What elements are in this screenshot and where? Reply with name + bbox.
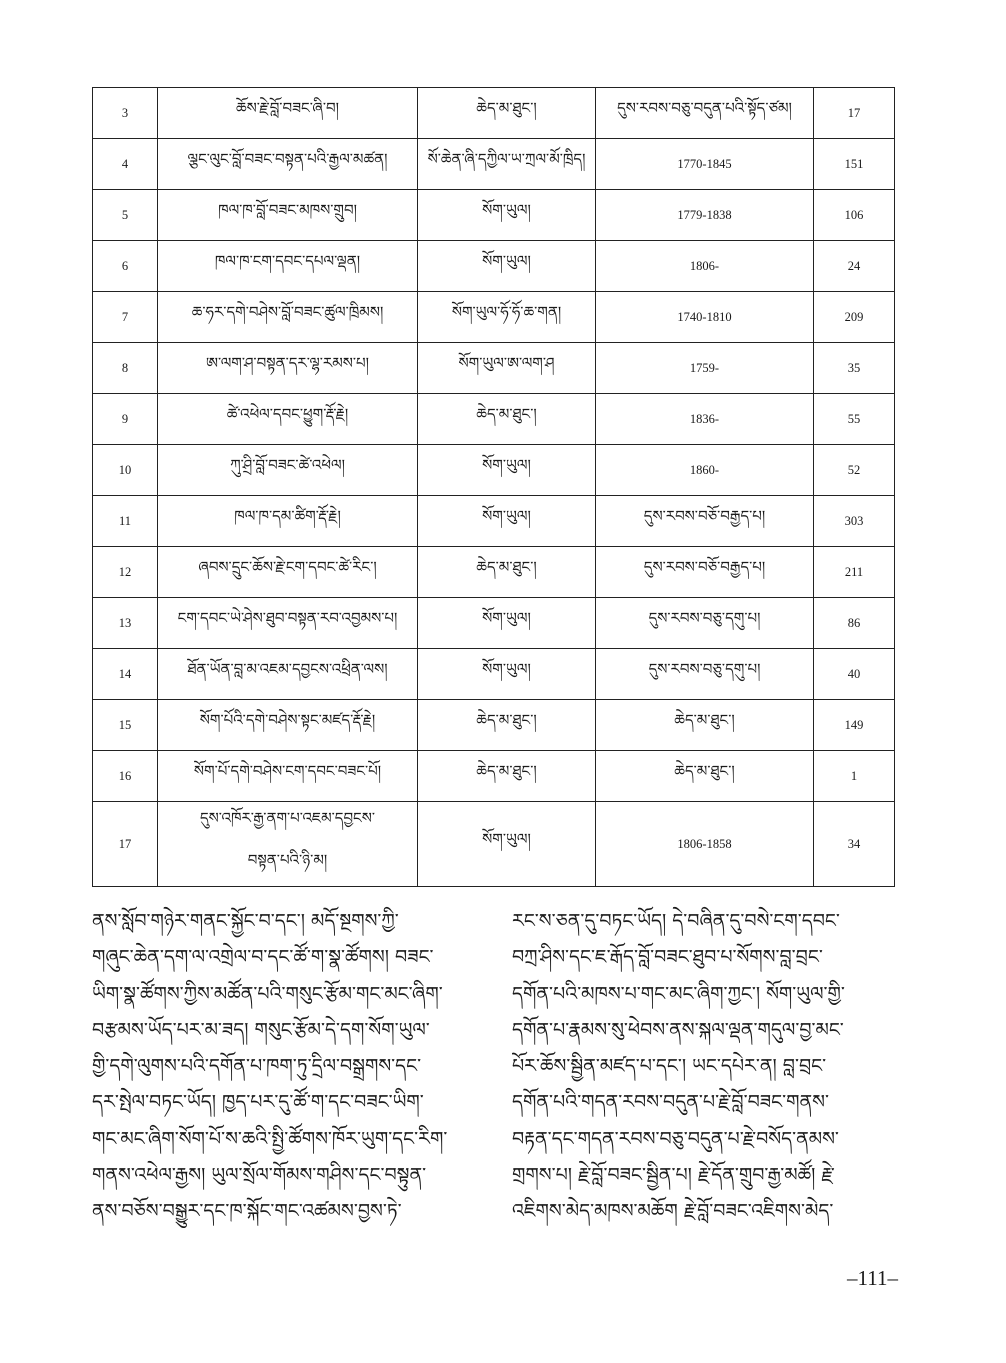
title-cell: ཞབས་དྲུང་ཆོས་རྗེ་ངག་དབང་ཚེ་རིང་།	[158, 547, 418, 598]
title-cell: སོག་པོའི་དགེ་བཤེས་སྟང་མཛད་རྡོ་རྗེ།	[158, 700, 418, 751]
text-line: དགོན་པ་རྣམས་སུ་ཕེབས་ནས་སྐལ་ལྡན་གདུལ་བྱ་མང་	[512, 1018, 844, 1041]
years-cell: 1740-1810	[596, 292, 814, 343]
count-cell: 52	[814, 445, 895, 496]
title-cell: ཁལ་ཁ་བློ་བཟང་མཁས་གྲུབ།	[158, 190, 418, 241]
table-row	[93, 241, 895, 292]
place-cell: སོག་ཡུལ་ཨ་ལག་ཤ	[418, 343, 596, 394]
table-row	[93, 139, 895, 190]
text-line: གྲགས་པ། རྗེ་བློ་བཟང་སྦྱིན་པ། རྗེ་དོན་གྲུབ་རྒྱ་མཚོ། རྗེ་	[512, 1164, 835, 1187]
row-number-cell: 7	[93, 292, 158, 343]
table-row	[93, 343, 895, 394]
title-line: དུས་འཁོར་རྒྱ་ནག་པ་འཇམ་དབྱངས་	[199, 809, 375, 827]
table-row	[93, 190, 895, 241]
text-line: བརྩམས་ཡོད་པར་མ་ཟད། གསུང་རྩོམ་དེ་དག་སོག་ཡུལ་	[92, 1018, 430, 1041]
years-cell: ཆེད་མ་ཐུང་།	[596, 751, 814, 802]
table-row	[93, 547, 895, 598]
text-line: བརྟན་དང་གདན་རབས་བཅུ་བདུན་པ་རྗེ་བསོད་ནམས་	[512, 1127, 839, 1150]
years-cell: 1806-1858	[596, 802, 814, 887]
count-cell: 303	[814, 496, 895, 547]
years-cell: དུས་རབས་བཅུ་དགུ་པ།	[596, 598, 814, 649]
years-cell: ཆེད་མ་ཐུང་།	[596, 700, 814, 751]
years-cell: 1759-	[596, 343, 814, 394]
place-cell: སོག་ཡུལ།	[418, 496, 596, 547]
text-line: འཇིགས་མེད་མཁས་མཆོག རྗེ་བློ་བཟང་འཇིགས་མེད་	[512, 1200, 834, 1223]
row-number-cell: 5	[93, 190, 158, 241]
title-cell: སོག་པོ་དགེ་བཤེས་ངག་དབང་བཟང་པོ།	[158, 751, 418, 802]
place-cell: སོག་ཡུལ།	[418, 802, 596, 887]
count-cell: 40	[814, 649, 895, 700]
title-cell: ཆ་ཧར་དགེ་བཤེས་བློ་བཟང་ཚུལ་ཁྲིམས།	[158, 292, 418, 343]
row-number-cell: 15	[93, 700, 158, 751]
place-cell: སོག་ཡུལ།	[418, 445, 596, 496]
title-cell: ཁལ་ཁ་དམ་ཚིག་རྡོ་རྗེ།	[158, 496, 418, 547]
text-line: དགོན་པའི་མཁས་པ་གང་མང་ཞིག་ཀྱང་། སོག་ཡུལ་གྱི་	[512, 982, 845, 1005]
place-cell: ཆེད་མ་ཐུང་།	[418, 547, 596, 598]
count-cell: 34	[814, 802, 895, 887]
table-row	[93, 292, 895, 343]
count-cell: 86	[814, 598, 895, 649]
row-number-cell: 13	[93, 598, 158, 649]
title-cell: ཁལ་ཁ་ངག་དབང་དཔལ་ལྡན།	[158, 241, 418, 292]
row-number-cell: 8	[93, 343, 158, 394]
title-cell: ཨ་ལག་ཤ་བསྟན་དར་ལྷ་རམས་པ།	[158, 343, 418, 394]
row-number-cell: 14	[93, 649, 158, 700]
table-row	[93, 700, 895, 751]
text-line: གཞུང་ཆེན་དག་ལ་འགྲེལ་བ་དང་ཚོ་ག་སྣ་ཚོགས། བཟང་	[92, 946, 434, 969]
title-cell: ངག་དབང་ཡེ་ཤེས་ཐུབ་བསྟན་རབ་འབྱམས་པ།	[158, 598, 418, 649]
row-number-cell: 4	[93, 139, 158, 190]
title-cell: ཆོས་རྗེ་བློ་བཟང་ཞི་བ།	[158, 88, 418, 139]
table-row	[93, 802, 895, 887]
row-number-cell: 3	[93, 88, 158, 139]
text-line: དར་སྤེལ་བཏང་ཡོད། ཁྱད་པར་དུ་ཚོ་ག་དང་བཟང་ཡིག་	[92, 1091, 424, 1114]
years-cell: དུས་རབས་བཅོ་བརྒྱད་པ།	[596, 547, 814, 598]
row-number-cell: 12	[93, 547, 158, 598]
count-cell: 55	[814, 394, 895, 445]
title-cell: ལྕང་ལུང་བློ་བཟང་བསྟན་པའི་རྒྱལ་མཚན།	[158, 139, 418, 190]
title-cell: ཐོན་ཡོན་བླ་མ་འཇམ་དབྱངས་འཕྲིན་ལས།	[158, 649, 418, 700]
count-cell: 211	[814, 547, 895, 598]
text-line: གྱི་དགེ་ལུགས་པའི་དགོན་པ་ཁག་ཏུ་དྲིལ་བསྒྲགས་དང་	[92, 1055, 422, 1078]
text-line: པོར་ཆོས་སྦྱིན་མཛད་པ་དང་། ཡང་དཔེར་ན། བླ་བྲང་	[512, 1055, 827, 1078]
title-cell: ཚེ་འཕེལ་དབང་ཕྱུག་རྡོ་རྗེ།	[158, 394, 418, 445]
place-cell: སོག་ཡུལ།	[418, 190, 596, 241]
title-cell	[158, 802, 418, 887]
place-cell: སོག་ཡུལ་ཧོ་ཧོ་ཆ་གན།	[418, 292, 596, 343]
years-cell: དུས་རབས་བཅུ་དགུ་པ།	[596, 649, 814, 700]
text-line: རང་ས་ཅན་དུ་བཏང་ཡོད། དེ་བཞིན་དུ་བསེ་ངག་དབང་	[512, 910, 840, 932]
text-line: ཡིག་སྣ་ཚོགས་ཀྱིས་མཚོན་པའི་གསུང་རྩོམ་གང་མང་ཞིག་	[92, 982, 443, 1005]
table-row	[93, 649, 895, 700]
count-cell: 1	[814, 751, 895, 802]
table-row	[93, 394, 895, 445]
place-cell: ཆེད་མ་ཐུང་།	[418, 751, 596, 802]
place-cell: སོག་ཡུལ།	[418, 241, 596, 292]
body-text-right-column	[512, 903, 898, 1230]
row-number-cell: 10	[93, 445, 158, 496]
years-cell: 1779-1838	[596, 190, 814, 241]
years-cell: དུས་རབས་བཅོ་བརྒྱད་པ།	[596, 496, 814, 547]
text-line: གང་མང་ཞིག་སོག་པོ་ས་ཆའི་སྤྱི་ཚོགས་ཁོར་ཡུག་དང་རིག་	[92, 1127, 448, 1150]
years-cell: 1836-	[596, 394, 814, 445]
place-cell: སོག་ཡུལ།	[418, 649, 596, 700]
years-cell: 1770-1845	[596, 139, 814, 190]
page-number: –111–	[847, 1266, 898, 1290]
title-cell: ཀུ་ཤྲི་བློ་བཟང་ཚེ་འཕེལ།	[158, 445, 418, 496]
table-row	[93, 496, 895, 547]
text-line: ནས་བཅོས་བསྒྱུར་དང་ཁ་སྐོང་གང་འཚམས་བྱས་ཏེ་	[92, 1200, 402, 1223]
text-line: བཀྲ་ཤིས་དང་ཇ་རྒོད་བློ་བཟང་ཐུབ་པ་སོགས་བླ་བྲང་	[512, 946, 823, 969]
row-number-cell: 17	[93, 802, 158, 887]
table-row	[93, 598, 895, 649]
row-number-cell: 6	[93, 241, 158, 292]
count-cell: 209	[814, 292, 895, 343]
title-line: བསྟན་པའི་ཉི་མ།	[247, 851, 328, 869]
count-cell: 24	[814, 241, 895, 292]
body-text-left-column	[92, 903, 478, 1230]
table-row	[93, 751, 895, 802]
text-line: དགོན་པའི་གདན་རབས་བདུན་པ་རྗེ་བློ་བཟང་གནས་	[512, 1091, 829, 1114]
row-number-cell: 9	[93, 394, 158, 445]
count-cell: 149	[814, 700, 895, 751]
place-cell: སོ་ཆེན་ཞི་དཀྱིལ་ཡ་ཀྲལ་མོ་ཁྲིད།	[418, 139, 596, 190]
text-line: ནས་སློབ་གཉེར་གནང་སྐྱོང་བ་དང་། མདོ་སྔགས་ཀྱི་	[92, 910, 399, 932]
table-row	[93, 445, 895, 496]
years-cell: དུས་རབས་བཅུ་བདུན་པའི་སྟོད་ཙམ།	[596, 88, 814, 139]
count-cell: 35	[814, 343, 895, 394]
place-cell: ཆེད་མ་ཐུང་།	[418, 88, 596, 139]
catalog-table	[92, 87, 895, 887]
count-cell: 151	[814, 139, 895, 190]
place-cell: ཆེད་མ་ཐུང་།	[418, 700, 596, 751]
row-number-cell: 16	[93, 751, 158, 802]
years-cell: 1806-	[596, 241, 814, 292]
place-cell: ཆེད་མ་ཐུང་།	[418, 394, 596, 445]
years-cell: 1860-	[596, 445, 814, 496]
table-row	[93, 88, 895, 139]
place-cell: སོག་ཡུལ།	[418, 598, 596, 649]
count-cell: 17	[814, 88, 895, 139]
count-cell: 106	[814, 190, 895, 241]
text-line: གནས་འཕེལ་རྒྱས། ཡུལ་སྲོལ་གོམས་གཤིས་དང་བསྟུན་	[92, 1164, 427, 1187]
row-number-cell: 11	[93, 496, 158, 547]
